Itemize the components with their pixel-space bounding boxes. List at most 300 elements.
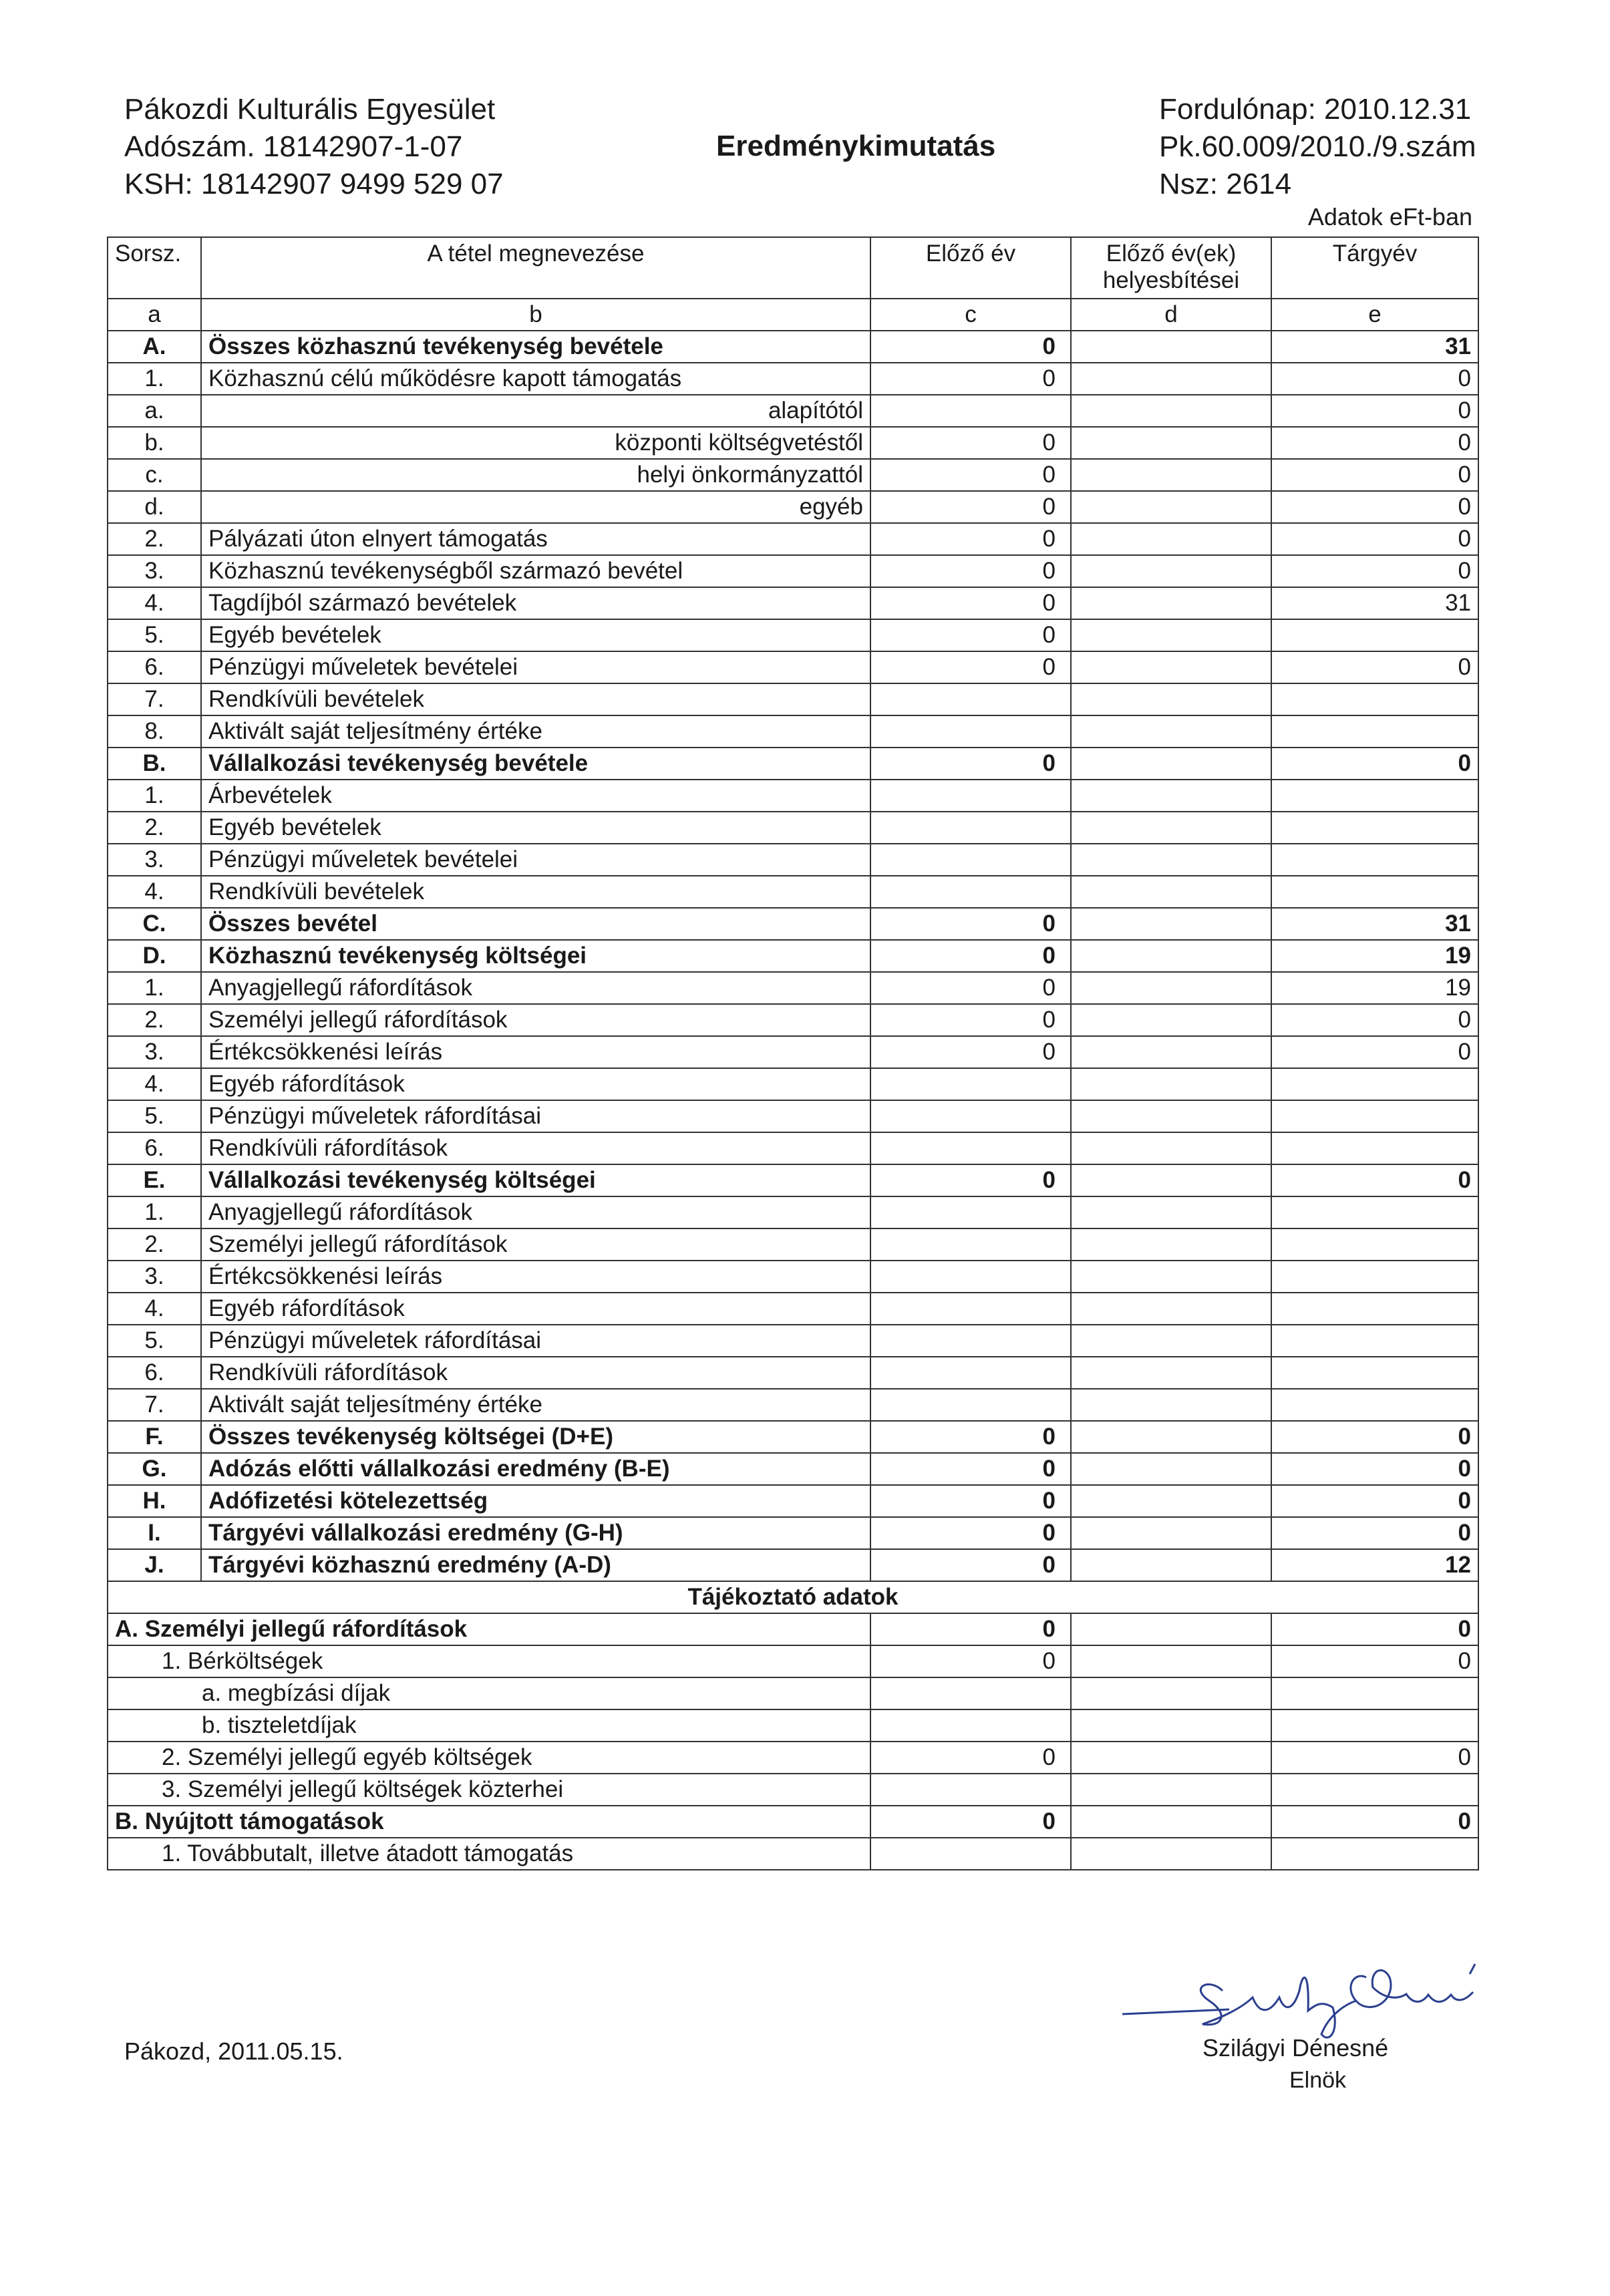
table-row bbox=[108, 715, 1478, 748]
current-year-value bbox=[1271, 1132, 1478, 1164]
info-prev-year-value bbox=[870, 1774, 1071, 1806]
table-row bbox=[108, 1100, 1478, 1132]
info-current-year-value: 0 bbox=[1271, 1613, 1478, 1645]
correction-value bbox=[1071, 651, 1271, 683]
ksh-number: KSH: 18142907 9499 529 07 bbox=[124, 168, 504, 200]
row-number: 6. bbox=[108, 1357, 201, 1389]
correction-value bbox=[1071, 427, 1271, 459]
header-corrections-line2: helyesbítései bbox=[1102, 267, 1240, 293]
document-title: Eredménykimutatás bbox=[716, 130, 996, 162]
row-label: Rendkívüli bevételek bbox=[201, 683, 870, 715]
current-year-value bbox=[1271, 619, 1478, 651]
correction-value bbox=[1071, 1549, 1271, 1581]
correction-value bbox=[1071, 1357, 1271, 1389]
table-row bbox=[108, 683, 1478, 715]
correction-value bbox=[1071, 1100, 1271, 1132]
row-number: 2. bbox=[108, 1228, 201, 1261]
current-year-value: 0 bbox=[1271, 1453, 1478, 1485]
row-label: Aktivált saját teljesítmény értéke bbox=[201, 1389, 870, 1421]
info-row bbox=[108, 1774, 1478, 1806]
column-letters-row bbox=[108, 299, 1478, 331]
org-info bbox=[124, 91, 504, 203]
info-current-year-value: 0 bbox=[1271, 1806, 1478, 1838]
row-number: A. bbox=[108, 331, 201, 363]
row-number: 2. bbox=[108, 1004, 201, 1036]
table-row bbox=[108, 812, 1478, 844]
prev-year-value: 0 bbox=[870, 1485, 1071, 1517]
table-row bbox=[108, 1453, 1478, 1485]
row-label: alapítótól bbox=[201, 395, 870, 427]
row-number: 4. bbox=[108, 1293, 201, 1325]
prev-year-value: 0 bbox=[870, 1453, 1071, 1485]
info-prev-year-value: 0 bbox=[870, 1806, 1071, 1838]
correction-value bbox=[1071, 1389, 1271, 1421]
correction-value bbox=[1071, 844, 1271, 876]
table-row bbox=[108, 459, 1478, 491]
table-row bbox=[108, 748, 1478, 780]
prev-year-value bbox=[870, 1357, 1071, 1389]
prev-year-value bbox=[870, 1261, 1071, 1293]
table-row bbox=[108, 555, 1478, 587]
row-label: Összes bevétel bbox=[201, 908, 870, 940]
row-label: Pénzügyi műveletek ráfordításai bbox=[201, 1100, 870, 1132]
row-number: 5. bbox=[108, 619, 201, 651]
correction-value bbox=[1071, 1293, 1271, 1325]
correction-value bbox=[1071, 1132, 1271, 1164]
table-row bbox=[108, 1549, 1478, 1581]
row-label: Pénzügyi műveletek ráfordításai bbox=[201, 1325, 870, 1357]
table-row bbox=[108, 363, 1478, 395]
row-number: 6. bbox=[108, 651, 201, 683]
letter-b: b bbox=[201, 299, 870, 331]
row-label: Személyi jellegű ráfordítások bbox=[201, 1004, 870, 1036]
correction-value bbox=[1071, 748, 1271, 780]
correction-value bbox=[1071, 812, 1271, 844]
current-year-value: 0 bbox=[1271, 748, 1478, 780]
current-year-value: 0 bbox=[1271, 1485, 1478, 1517]
row-label: Egyéb bevételek bbox=[201, 619, 870, 651]
table-row bbox=[108, 1261, 1478, 1293]
prev-year-value bbox=[870, 395, 1071, 427]
table-row bbox=[108, 1132, 1478, 1164]
current-year-value: 0 bbox=[1271, 1421, 1478, 1453]
info-prev-year-value bbox=[870, 1838, 1071, 1870]
current-year-value bbox=[1271, 715, 1478, 748]
row-number: 3. bbox=[108, 844, 201, 876]
row-number: a. bbox=[108, 395, 201, 427]
row-label: Anyagjellegű ráfordítások bbox=[201, 972, 870, 1004]
signer-title: Elnök bbox=[1289, 2068, 1347, 2093]
row-label: Tárgyévi vállalkozási eredmény (G-H) bbox=[201, 1517, 870, 1549]
income-statement-table bbox=[107, 236, 1479, 1870]
row-label: Közhasznú tevékenységből származó bevétel bbox=[201, 555, 870, 587]
prev-year-value: 0 bbox=[870, 1164, 1071, 1196]
row-number: 4. bbox=[108, 1068, 201, 1100]
row-number: 1. bbox=[108, 363, 201, 395]
letter-d: d bbox=[1071, 299, 1271, 331]
info-prev-year-value: 0 bbox=[870, 1742, 1071, 1774]
correction-value bbox=[1071, 1004, 1271, 1036]
table-row bbox=[108, 1164, 1478, 1196]
current-year-value: 0 bbox=[1271, 427, 1478, 459]
prev-year-value: 0 bbox=[870, 1517, 1071, 1549]
prev-year-value bbox=[870, 1068, 1071, 1100]
prev-year-value: 0 bbox=[870, 651, 1071, 683]
info-section-title-row bbox=[108, 1581, 1478, 1613]
table-row bbox=[108, 1389, 1478, 1421]
correction-value bbox=[1071, 908, 1271, 940]
header-sorsz: Sorsz. bbox=[108, 237, 201, 299]
correction-value bbox=[1071, 1421, 1271, 1453]
info-row bbox=[108, 1806, 1478, 1838]
prev-year-value: 0 bbox=[870, 523, 1071, 555]
table-row bbox=[108, 1196, 1478, 1228]
row-label: egyéb bbox=[201, 491, 870, 523]
correction-value bbox=[1071, 363, 1271, 395]
prev-year-value: 0 bbox=[870, 1421, 1071, 1453]
row-label: Közhasznú tevékenység költségei bbox=[201, 940, 870, 972]
info-row-label: 2. Személyi jellegű egyéb költségek bbox=[108, 1742, 870, 1774]
info-row bbox=[108, 1645, 1478, 1677]
table-row bbox=[108, 1036, 1478, 1068]
current-year-value: 0 bbox=[1271, 363, 1478, 395]
info-correction-value bbox=[1071, 1613, 1271, 1645]
prev-year-value bbox=[870, 1196, 1071, 1228]
row-label: Személyi jellegű ráfordítások bbox=[201, 1228, 870, 1261]
info-row-label: A. Személyi jellegű ráfordítások bbox=[108, 1613, 870, 1645]
row-label: Pénzügyi műveletek bevételei bbox=[201, 651, 870, 683]
table-row bbox=[108, 1004, 1478, 1036]
row-number: F. bbox=[108, 1421, 201, 1453]
table-row bbox=[108, 587, 1478, 619]
prev-year-value bbox=[870, 683, 1071, 715]
correction-value bbox=[1071, 619, 1271, 651]
info-row-label: 1. Továbbutalt, illetve átadott támogatás bbox=[108, 1838, 870, 1870]
row-label: Rendkívüli bevételek bbox=[201, 876, 870, 908]
prev-year-value: 0 bbox=[870, 491, 1071, 523]
info-correction-value bbox=[1071, 1806, 1271, 1838]
current-year-value: 31 bbox=[1271, 908, 1478, 940]
prev-year-value bbox=[870, 1100, 1071, 1132]
row-number: 1. bbox=[108, 780, 201, 812]
table-row bbox=[108, 651, 1478, 683]
header-name: A tétel megnevezése bbox=[201, 237, 870, 299]
row-number: D. bbox=[108, 940, 201, 972]
row-number: 2. bbox=[108, 812, 201, 844]
info-section-title: Tájékoztató adatok bbox=[108, 1581, 1478, 1613]
prev-year-value bbox=[870, 1389, 1071, 1421]
table-row bbox=[108, 940, 1478, 972]
row-label: Összes tevékenység költségei (D+E) bbox=[201, 1421, 870, 1453]
row-number: 4. bbox=[108, 876, 201, 908]
correction-value bbox=[1071, 1261, 1271, 1293]
row-number: 7. bbox=[108, 1389, 201, 1421]
info-prev-year-value bbox=[870, 1709, 1071, 1742]
current-year-value bbox=[1271, 780, 1478, 812]
header-current-year: Tárgyév bbox=[1271, 237, 1478, 299]
correction-value bbox=[1071, 940, 1271, 972]
table-row bbox=[108, 1421, 1478, 1453]
unit-note: Adatok eFt-ban bbox=[1307, 203, 1472, 230]
current-year-value: 0 bbox=[1271, 1164, 1478, 1196]
table-row bbox=[108, 1228, 1478, 1261]
row-number: G. bbox=[108, 1453, 201, 1485]
current-year-value bbox=[1271, 1357, 1478, 1389]
info-prev-year-value: 0 bbox=[870, 1613, 1071, 1645]
info-row bbox=[108, 1677, 1478, 1709]
prev-year-value: 0 bbox=[870, 427, 1071, 459]
row-number: 4. bbox=[108, 587, 201, 619]
table-header-row bbox=[108, 237, 1478, 299]
table-row bbox=[108, 780, 1478, 812]
info-current-year-value: 0 bbox=[1271, 1645, 1478, 1677]
row-number: 7. bbox=[108, 683, 201, 715]
row-number: c. bbox=[108, 459, 201, 491]
correction-value bbox=[1071, 1196, 1271, 1228]
correction-value bbox=[1071, 555, 1271, 587]
correction-value bbox=[1071, 1517, 1271, 1549]
prev-year-value bbox=[870, 1132, 1071, 1164]
row-number: 5. bbox=[108, 1325, 201, 1357]
row-label: Egyéb ráfordítások bbox=[201, 1068, 870, 1100]
row-number: I. bbox=[108, 1517, 201, 1549]
current-year-value: 12 bbox=[1271, 1549, 1478, 1581]
row-label: Rendkívüli ráfordítások bbox=[201, 1132, 870, 1164]
info-row-label: 1. Bérköltségek bbox=[108, 1645, 870, 1677]
row-number: 1. bbox=[108, 972, 201, 1004]
info-current-year-value: 0 bbox=[1271, 1742, 1478, 1774]
prev-year-value: 0 bbox=[870, 1549, 1071, 1581]
row-number: 2. bbox=[108, 523, 201, 555]
prev-year-value bbox=[870, 812, 1071, 844]
correction-value bbox=[1071, 1325, 1271, 1357]
prev-year-value bbox=[870, 876, 1071, 908]
row-label: Pályázati úton elnyert támogatás bbox=[201, 523, 870, 555]
info-correction-value bbox=[1071, 1645, 1271, 1677]
prev-year-value: 0 bbox=[870, 331, 1071, 363]
header-corrections-line1: Előző év(ek) bbox=[1106, 240, 1237, 267]
prev-year-value bbox=[870, 715, 1071, 748]
letter-e: e bbox=[1271, 299, 1478, 331]
correction-value bbox=[1071, 876, 1271, 908]
place-date: Pákozd, 2011.05.15. bbox=[124, 2037, 343, 2065]
row-label: Adózás előtti vállalkozási eredmény (B-E) bbox=[201, 1453, 870, 1485]
table-row bbox=[108, 1517, 1478, 1549]
row-label: Egyéb bevételek bbox=[201, 812, 870, 844]
current-year-value bbox=[1271, 812, 1478, 844]
info-row-label: a. megbízási díjak bbox=[108, 1677, 870, 1709]
info-row-label: 3. Személyi jellegű költségek közterhei bbox=[108, 1774, 870, 1806]
prev-year-value bbox=[870, 1293, 1071, 1325]
row-label: Értékcsökkenési leírás bbox=[201, 1036, 870, 1068]
prev-year-value: 0 bbox=[870, 459, 1071, 491]
row-number: d. bbox=[108, 491, 201, 523]
info-row bbox=[108, 1613, 1478, 1645]
reference-date: Fordulónap: 2010.12.31 bbox=[1159, 93, 1472, 126]
prev-year-value bbox=[870, 844, 1071, 876]
correction-value bbox=[1071, 972, 1271, 1004]
info-current-year-value bbox=[1271, 1677, 1478, 1709]
row-label: Összes közhasznú tevékenység bevétele bbox=[201, 331, 870, 363]
row-label: Tárgyévi közhasznú eredmény (A-D) bbox=[201, 1549, 870, 1581]
correction-value bbox=[1071, 683, 1271, 715]
header-corrections bbox=[1071, 237, 1271, 299]
info-correction-value bbox=[1071, 1709, 1271, 1742]
current-year-value: 0 bbox=[1271, 459, 1478, 491]
row-number: b. bbox=[108, 427, 201, 459]
current-year-value bbox=[1271, 1325, 1478, 1357]
info-correction-value bbox=[1071, 1774, 1271, 1806]
row-number: 6. bbox=[108, 1132, 201, 1164]
info-row bbox=[108, 1742, 1478, 1774]
row-number: E. bbox=[108, 1164, 201, 1196]
prev-year-value: 0 bbox=[870, 1004, 1071, 1036]
current-year-value: 19 bbox=[1271, 940, 1478, 972]
table-row bbox=[108, 331, 1478, 363]
row-number: 3. bbox=[108, 1036, 201, 1068]
correction-value bbox=[1071, 715, 1271, 748]
current-year-value: 0 bbox=[1271, 395, 1478, 427]
prev-year-value: 0 bbox=[870, 619, 1071, 651]
table-row bbox=[108, 427, 1478, 459]
current-year-value bbox=[1271, 683, 1478, 715]
row-number: B. bbox=[108, 748, 201, 780]
letter-a: a bbox=[108, 299, 201, 331]
info-correction-value bbox=[1071, 1742, 1271, 1774]
current-year-value bbox=[1271, 1196, 1478, 1228]
info-prev-year-value bbox=[870, 1677, 1071, 1709]
table-row bbox=[108, 619, 1478, 651]
table-row bbox=[108, 1485, 1478, 1517]
prev-year-value: 0 bbox=[870, 748, 1071, 780]
row-label: Rendkívüli ráfordítások bbox=[201, 1357, 870, 1389]
current-year-value bbox=[1271, 1293, 1478, 1325]
row-number: 5. bbox=[108, 1100, 201, 1132]
reference-info bbox=[1159, 91, 1476, 203]
org-name: Pákozdi Kulturális Egyesület bbox=[124, 93, 496, 126]
correction-value bbox=[1071, 1228, 1271, 1261]
current-year-value: 0 bbox=[1271, 523, 1478, 555]
correction-value bbox=[1071, 491, 1271, 523]
table-row bbox=[108, 395, 1478, 427]
info-correction-value bbox=[1071, 1677, 1271, 1709]
current-year-value: 0 bbox=[1271, 555, 1478, 587]
current-year-value bbox=[1271, 844, 1478, 876]
table-row bbox=[108, 908, 1478, 940]
correction-value bbox=[1071, 1036, 1271, 1068]
table-row bbox=[108, 523, 1478, 555]
table-row bbox=[108, 1293, 1478, 1325]
current-year-value: 0 bbox=[1271, 1004, 1478, 1036]
row-number: H. bbox=[108, 1485, 201, 1517]
row-label: Egyéb ráfordítások bbox=[201, 1293, 870, 1325]
row-number: C. bbox=[108, 908, 201, 940]
prev-year-value bbox=[870, 1325, 1071, 1357]
row-label: Anyagjellegű ráfordítások bbox=[201, 1196, 870, 1228]
current-year-value: 19 bbox=[1271, 972, 1478, 1004]
row-number: 1. bbox=[108, 1196, 201, 1228]
info-row bbox=[108, 1838, 1478, 1870]
correction-value bbox=[1071, 459, 1271, 491]
table-row bbox=[108, 1068, 1478, 1100]
info-prev-year-value: 0 bbox=[870, 1645, 1071, 1677]
current-year-value bbox=[1271, 1228, 1478, 1261]
row-label: helyi önkormányzattól bbox=[201, 459, 870, 491]
current-year-value: 31 bbox=[1271, 587, 1478, 619]
row-label: Adófizetési kötelezettség bbox=[201, 1485, 870, 1517]
row-label: Vállalkozási tevékenység költségei bbox=[201, 1164, 870, 1196]
prev-year-value: 0 bbox=[870, 587, 1071, 619]
correction-value bbox=[1071, 1068, 1271, 1100]
prev-year-value: 0 bbox=[870, 940, 1071, 972]
letter-c: c bbox=[870, 299, 1071, 331]
current-year-value: 0 bbox=[1271, 1517, 1478, 1549]
current-year-value bbox=[1271, 876, 1478, 908]
current-year-value bbox=[1271, 1389, 1478, 1421]
info-current-year-value bbox=[1271, 1774, 1478, 1806]
correction-value bbox=[1071, 1164, 1271, 1196]
current-year-value bbox=[1271, 1100, 1478, 1132]
current-year-value: 0 bbox=[1271, 651, 1478, 683]
row-label: Közhasznú célú működésre kapott támogatás bbox=[201, 363, 870, 395]
info-current-year-value bbox=[1271, 1838, 1478, 1870]
row-number: 3. bbox=[108, 555, 201, 587]
current-year-value bbox=[1271, 1068, 1478, 1100]
table-row bbox=[108, 972, 1478, 1004]
row-label: központi költségvetéstől bbox=[201, 427, 870, 459]
table-row bbox=[108, 876, 1478, 908]
prev-year-value: 0 bbox=[870, 972, 1071, 1004]
row-number: 8. bbox=[108, 715, 201, 748]
info-correction-value bbox=[1071, 1838, 1271, 1870]
row-label: Értékcsökkenési leírás bbox=[201, 1261, 870, 1293]
current-year-value: 0 bbox=[1271, 1036, 1478, 1068]
prev-year-value bbox=[870, 780, 1071, 812]
info-row-label: b. tiszteletdíjak bbox=[108, 1709, 870, 1742]
info-row-label: B. Nyújtott támogatások bbox=[108, 1806, 870, 1838]
row-number: 3. bbox=[108, 1261, 201, 1293]
current-year-value bbox=[1271, 1261, 1478, 1293]
court-number: Pk.60.009/2010./9.szám bbox=[1159, 130, 1476, 163]
table-row bbox=[108, 844, 1478, 876]
prev-year-value bbox=[870, 1228, 1071, 1261]
correction-value bbox=[1071, 523, 1271, 555]
tax-number: Adószám. 18142907-1-07 bbox=[124, 130, 463, 163]
correction-value bbox=[1071, 780, 1271, 812]
info-current-year-value bbox=[1271, 1709, 1478, 1742]
row-label: Pénzügyi műveletek bevételei bbox=[201, 844, 870, 876]
prev-year-value: 0 bbox=[870, 555, 1071, 587]
correction-value bbox=[1071, 1485, 1271, 1517]
row-label: Vállalkozási tevékenység bevétele bbox=[201, 748, 870, 780]
prev-year-value: 0 bbox=[870, 1036, 1071, 1068]
correction-value bbox=[1071, 587, 1271, 619]
row-number: J. bbox=[108, 1549, 201, 1581]
nsz-number: Nsz: 2614 bbox=[1159, 168, 1292, 200]
row-label: Tagdíjból származó bevételek bbox=[201, 587, 870, 619]
info-row bbox=[108, 1709, 1478, 1742]
row-label: Aktivált saját teljesítmény értéke bbox=[201, 715, 870, 748]
correction-value bbox=[1071, 395, 1271, 427]
current-year-value: 0 bbox=[1271, 491, 1478, 523]
header-prev-year: Előző év bbox=[870, 237, 1071, 299]
table-row bbox=[108, 491, 1478, 523]
correction-value bbox=[1071, 331, 1271, 363]
correction-value bbox=[1071, 1453, 1271, 1485]
prev-year-value: 0 bbox=[870, 908, 1071, 940]
table-row bbox=[108, 1325, 1478, 1357]
row-label: Árbevételek bbox=[201, 780, 870, 812]
